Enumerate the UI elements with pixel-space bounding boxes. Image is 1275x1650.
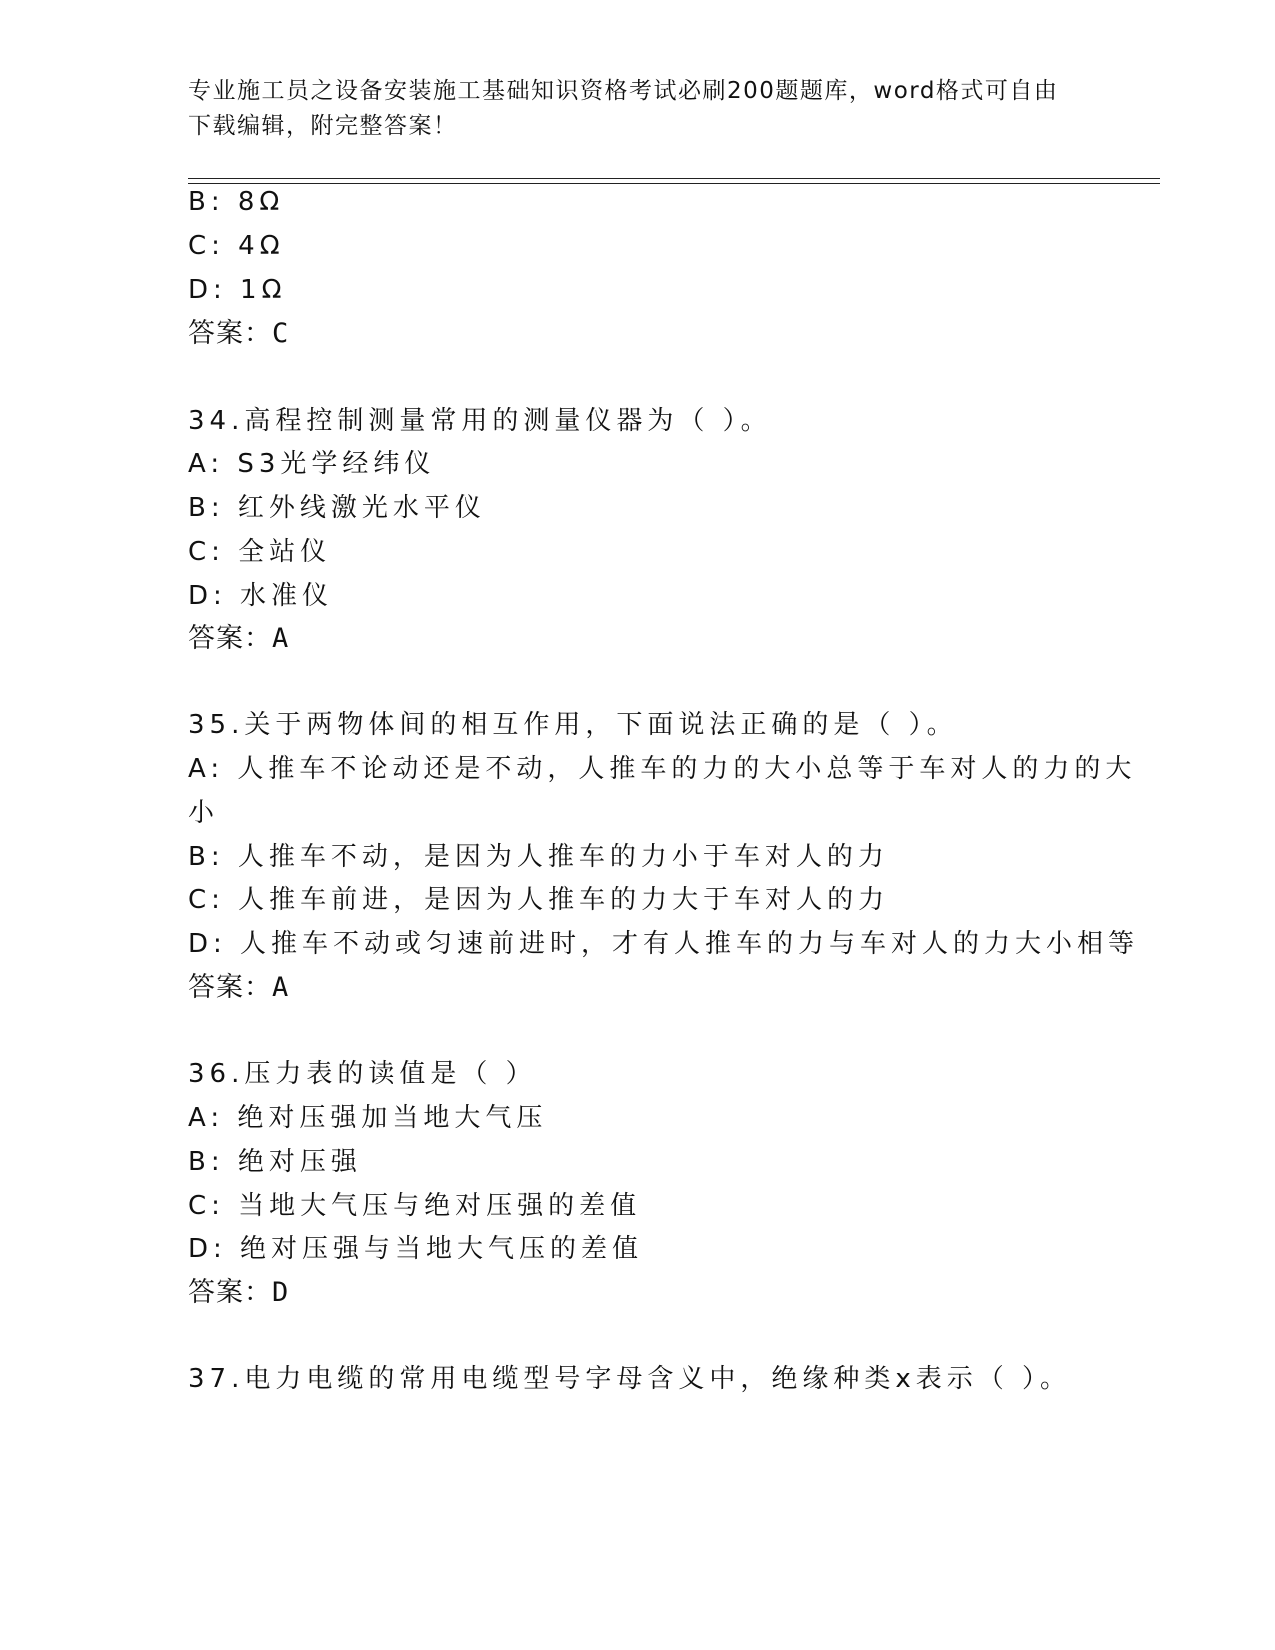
q37-question: 37.电力电缆的常用电缆型号字母含义中，绝缘种类x表示（ ）。: [188, 1364, 1072, 1394]
answer-value: C: [272, 318, 290, 349]
answer-value: D: [272, 1277, 290, 1308]
q33-option-b: B: 8Ω: [188, 187, 285, 217]
document-header: [188, 74, 1088, 144]
q35-option-b: B: 人推车不动，是因为人推车的力小于车对人的力: [188, 842, 889, 872]
header-divider-bottom: [188, 183, 1160, 184]
q34-option-a: A: S3光学经纬仪: [188, 449, 436, 479]
q35-option-a-line-1: A: 人推车不论动还是不动，人推车的力的大小总等于车对人的力的大: [188, 754, 1137, 784]
q36-option-a: A: 绝对压强加当地大气压: [188, 1103, 548, 1133]
q36-question: 36.压力表的读值是（ ）: [188, 1059, 537, 1089]
answer-label: 答案：: [188, 1277, 272, 1308]
header-divider-top: [188, 178, 1160, 179]
q33-option-c: C: 4Ω: [188, 231, 285, 261]
answer-label: 答案：: [188, 623, 272, 654]
header-line-2: 下载编辑，附完整答案！: [188, 113, 458, 139]
header-line-1: 专业施工员之设备安装施工基础知识资格考试必刷200题题库，word格式可自由: [188, 78, 1059, 104]
q34-option-b: B: 红外线激光水平仪: [188, 493, 486, 523]
q34-option-c: C: 全站仪: [188, 537, 332, 567]
q33-answer: [188, 317, 289, 351]
q34-question: 34.高程控制测量常用的测量仪器为（ ）。: [188, 406, 772, 436]
q34-option-d: D: 水准仪: [188, 581, 334, 611]
answer-value: A: [272, 623, 290, 654]
q35-option-a-line-2: 小: [188, 798, 220, 828]
q36-option-b: B: 绝对压强: [188, 1147, 362, 1177]
q35-answer: [188, 971, 289, 1005]
answer-label: 答案：: [188, 318, 272, 349]
answer-value: A: [272, 972, 290, 1003]
q35-question: 35.关于两物体间的相互作用，下面说法正确的是（ ）。: [188, 710, 958, 740]
q34-answer: [188, 622, 289, 656]
q35-option-d: D: 人推车不动或匀速前进时，才有人推车的力与车对人的力大小相等: [188, 929, 1140, 959]
q36-option-d: D: 绝对压强与当地大气压的差值: [188, 1234, 644, 1264]
q33-option-d: D: 1Ω: [188, 275, 287, 305]
q35-option-c: C: 人推车前进，是因为人推车的力大于车对人的力: [188, 885, 890, 915]
q36-option-c: C: 当地大气压与绝对压强的差值: [188, 1191, 642, 1221]
q36-answer: [188, 1276, 289, 1310]
answer-label: 答案：: [188, 972, 272, 1003]
